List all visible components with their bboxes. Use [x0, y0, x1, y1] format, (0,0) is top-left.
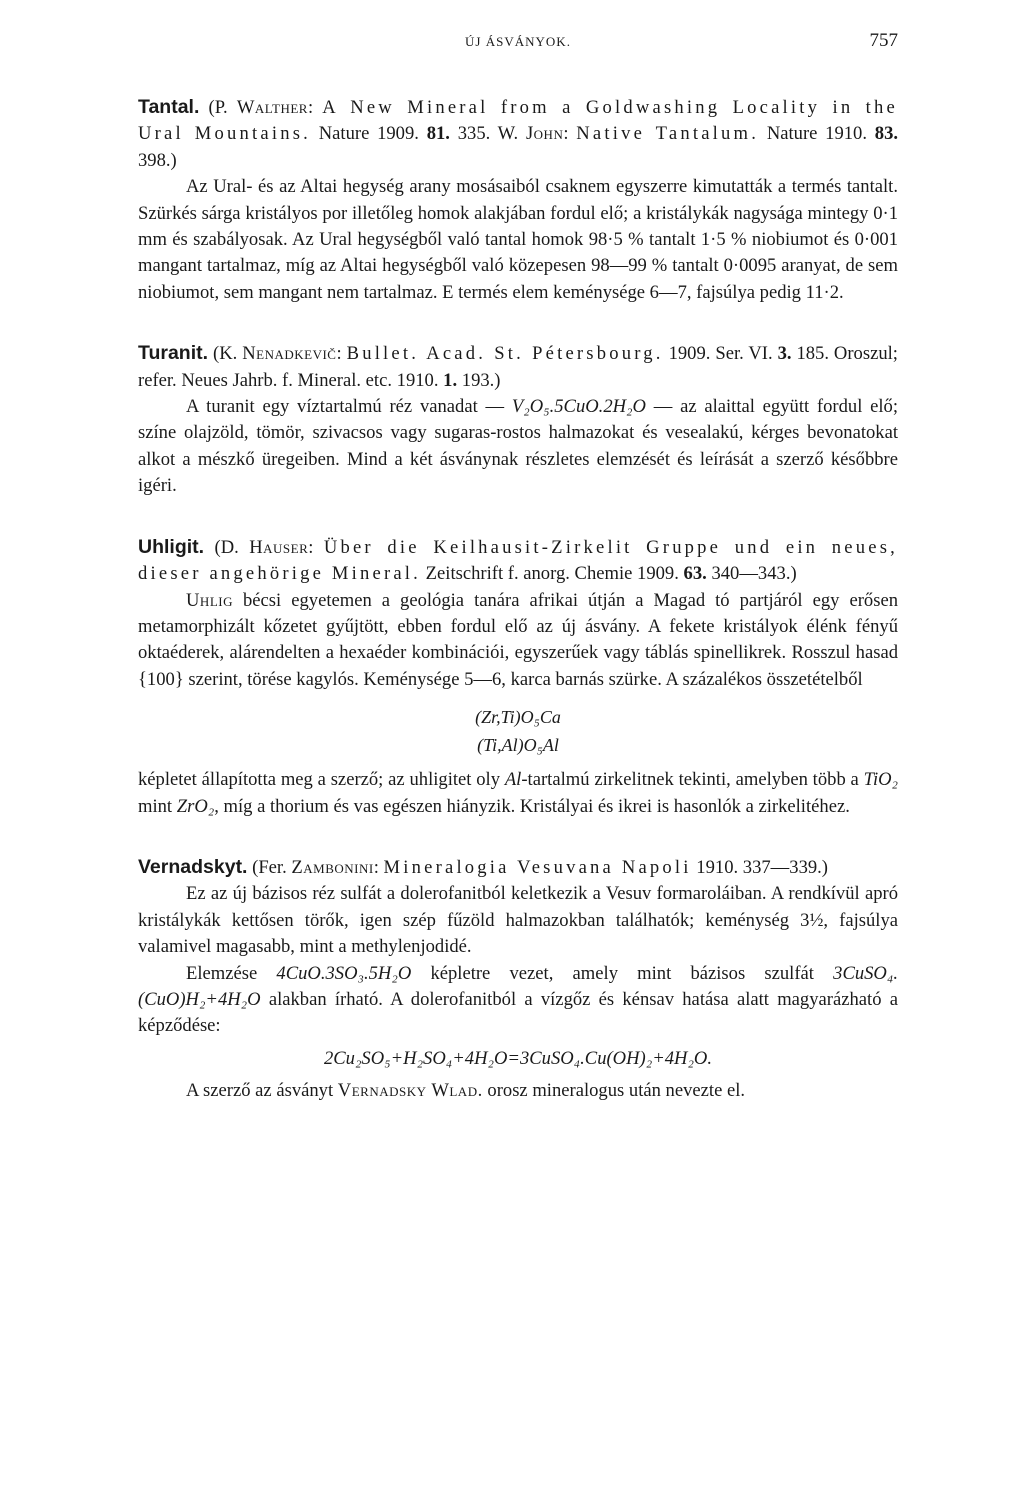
ref-open: (P. [208, 97, 228, 118]
mineral-name: Tantal. [138, 96, 200, 118]
person-name: Vernadsky Wlad. [337, 1080, 483, 1102]
entry-vernadskyt [138, 854, 898, 1105]
ref-title-2: Native Tantalum. [576, 123, 760, 145]
entry-turanit [138, 340, 898, 499]
body-text: bécsi egyetemen a geológia tanára afrikai útján a Magad tó partjáról egy erősen metamorphizált kőzetet gyűjtött, ebben fordul elő az új ásvány. A fekete kristályok élénk fényű oktaéderek, alárendelten a hexaéder kombinációi, egyszerűek vagy táblás spinellikrek. Rosszul hasad {100} szerint, törése kagylós. Keménysége 5—6, karca barnás szürke. A százalékos összetételből [138, 589, 898, 690]
entry-body: Ez az új bázisos réz sulfát a dolerofanitból keletkezik a Vesuv formaroláiban. A rendkívül apró kristálykák kettősen törők, igen szép fűzöld halmazokban találhatók; keménység 3½, fajsúlya valamivel magasabb, mint a methylenjodidé. [138, 883, 898, 958]
ref-open: (D. [214, 536, 239, 558]
author-inline: Uhlig [186, 589, 233, 611]
ref-source-2: Nature 1910. [766, 123, 867, 145]
formula-line-2: (Ti,Al)O₅Al [477, 735, 559, 756]
entry-heading: Uhligit. (D. Hauser: Über die Keilhausit-Zirkelit Gruppe und ein neues, dieser angehörige Mineral. Zeitschrift f. anorg. Chemie 1909. 63. 340—343.) [138, 535, 898, 585]
ref-author-2: John [525, 123, 564, 145]
ref-open: (Fer. [252, 856, 287, 878]
formula: 4CuO.3SO₃.5H₂O [276, 962, 412, 984]
mineral-name: Vernadskyt. [138, 855, 248, 878]
page-number: 757 [869, 30, 898, 51]
running-title: ÚJ ÁSVÁNYOK. [465, 34, 571, 49]
body-text: -tartalmú zirkelitnek tekinti, amelyben több a [521, 769, 859, 791]
body-text: A turanit egy víztartalmú réz vanadat — [186, 396, 505, 418]
mineral-name: Uhligit. [138, 535, 205, 558]
ref-author: Walther [236, 97, 308, 118]
equation: 2Cu₂SO₅+H₂SO₄+4H₂O=3CuSO₄.Cu(OH)₂+4H₂O. [323, 1047, 713, 1069]
ref-pages-2: 193.) [461, 369, 501, 391]
ref-volume: 63. [683, 563, 707, 585]
running-head [138, 30, 898, 60]
ref-volume-2: 83. [874, 123, 899, 145]
entry-body: Az Ural- és az Altai hegység arany mosásaiból csaknem egyszerre kimutatták a termés tantalt. Szürkés sárga kristályos por illetőleg homok alakjában fordul elő; a kristálykák nagysága mintegy 0·1 mm és szabályosak. Az Ural hegységből való tantal homok 98·5 % tantalt 1·5 % niobiumot és 0·001 mangant tartalmaz, míg az Altai hegységből való közepesen 98—99 % tantalt 0·0095 aranyat, de sem niobiumot, sem mangant nem tartalmaz. E termés elem keménysége 6—7, fajsúlya pedig 11·2. [138, 176, 898, 303]
mineral-name: Turanit. [138, 342, 209, 365]
body-text: A szerző az ásványt [186, 1080, 334, 1102]
ref-pages: 1910. 337—339.) [696, 856, 828, 878]
ref-rest: 1909. Ser. VI. [668, 343, 773, 365]
ref-author: Zambonini [291, 856, 374, 878]
ref-author: Nenadkevič [242, 343, 337, 365]
formula: Al [504, 769, 522, 791]
body-text: orosz mineralogus után nevezte el. [487, 1080, 746, 1102]
formula: TiO₂ [863, 769, 898, 791]
ref-source: Zeitschrift f. anorg. Chemie 1909. [425, 563, 679, 585]
ref-pages: 340—343.) [711, 563, 797, 585]
entry-body-3 [138, 1078, 898, 1104]
ref-open: (K. [213, 343, 238, 365]
entry-body-2 [138, 767, 898, 820]
entry-heading: Tantal. (P. Walther: A New Mineral from a Goldwashing Locality in the Ural Mountains. Nature 1909. 81. 335. W. John: Native Tantalum. Nature 1910. 83. 398.) [138, 96, 899, 171]
entry-heading: Vernadskyt. (Fer. Zambonini: Mineralogia Vesuvana Napoli 1910. 337—339.) [138, 855, 828, 878]
body-text: , míg a thorium és vas egészen hiányzik. Kristályai és ikrei is hasonlók a zirkelitéhez. [214, 795, 850, 817]
ref-title: Bullet. Acad. St. Pétersbourg. [346, 343, 664, 365]
page [138, 30, 898, 1105]
ref-source: Nature 1909. [318, 123, 419, 145]
ref-pages: 185. Oroszul; refer. Neues Jahrb. f. Mineral. etc. 1910. [138, 343, 898, 391]
entry-tantal [138, 94, 898, 306]
ref-volume-2: 1. [443, 369, 458, 391]
body-text: képletet állapította meg a szerző; az uhligitet oly [138, 769, 501, 791]
ref-author: Hauser [249, 536, 309, 558]
formula-block [138, 703, 898, 759]
ref-pages-2: 398.) [138, 149, 177, 171]
ref-title: A New Mineral from a Goldwashing Locality in the Ural Mountains. [138, 97, 898, 145]
entry-body [138, 394, 898, 500]
formula: ZrO₂ [176, 795, 215, 817]
formula: V₂O₅.5CuO.2H₂O [511, 396, 646, 418]
entry-heading: Turanit. (K. Nenadkevič: Bullet. Acad. St. Pétersbourg. 1909. Ser. VI. 3. 185. Oroszul; refer. Neues Jahrb. f. Mineral. etc. 1910. 1. 193.) [138, 342, 898, 391]
body-text: Elemzése [186, 962, 258, 984]
formula: 3CuSO₄.(CuO)H₂+4H₂O [138, 962, 898, 1010]
entry-body [138, 588, 898, 694]
entry-body-2 [138, 961, 898, 1040]
body-text: képletre vezet, amely mint bázisos szulfát [430, 962, 814, 984]
entry-uhligit [138, 534, 898, 820]
formula-line-1: (Zr,Ti)O₅Ca [475, 707, 561, 728]
ref-volume: 3. [777, 343, 792, 365]
body-text: mint [138, 795, 173, 817]
body-text: — az alaittal együtt fordul elő; színe olajzöld, tömör, szivacsos vagy sugaras-rostos halmazokat és vesealakú, kérges bevonatokat alkot a mészkő üregeiben. Mind a két ásványnak részletes elemzését és leírását a szerző későbbre igéri. [138, 396, 898, 497]
ref-volume: 81. [426, 123, 450, 145]
ref-pages: 335. W. [457, 123, 519, 145]
ref-title: Mineralogia Vesuvana Napoli [383, 856, 692, 878]
body-text: alakban írható. A dolerofanitból a vízgőz és kénsav hatása alatt magyarázható a képződése: [138, 988, 898, 1037]
ref-title: Über die Keilhausit-Zirkelit Gruppe und ein neues, dieser angehörige Mineral. [138, 536, 898, 585]
